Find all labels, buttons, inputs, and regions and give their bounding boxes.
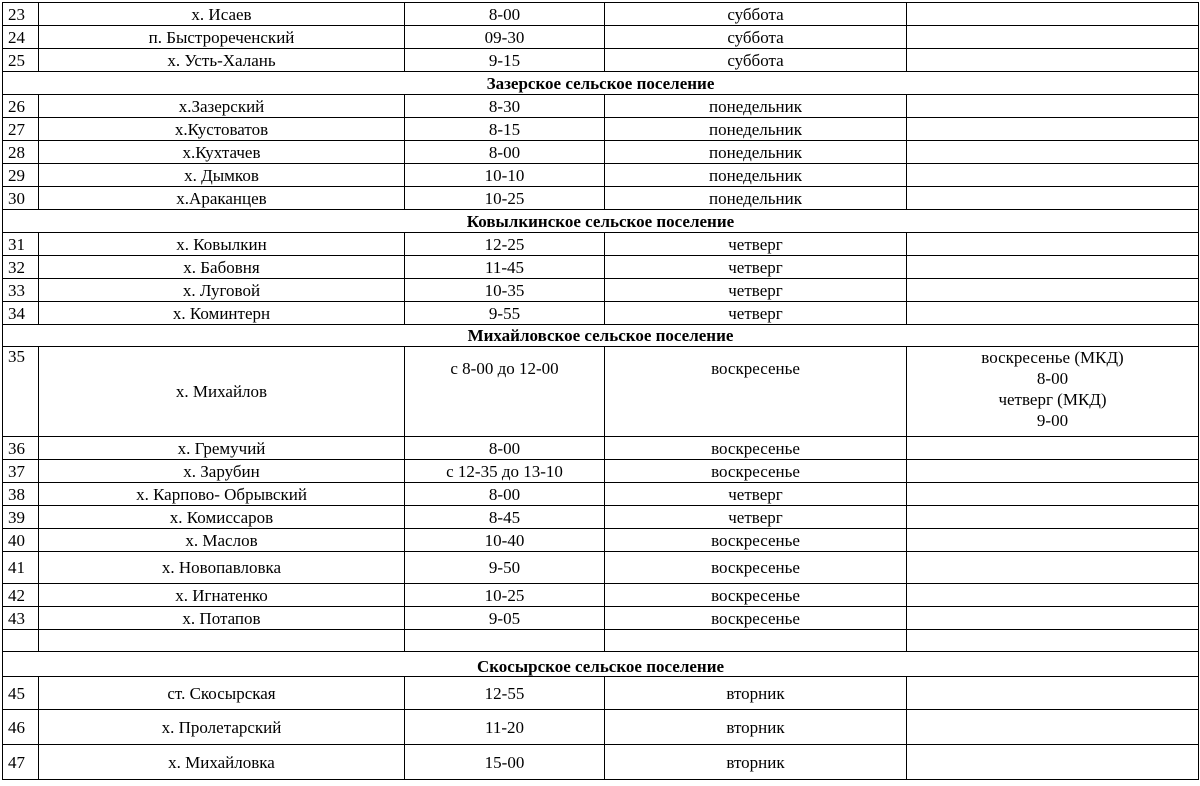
time-cell: 8-15	[405, 118, 605, 141]
settlement-name: х. Игнатенко	[39, 584, 405, 607]
time-cell: 11-45	[405, 256, 605, 279]
day-cell: воскресенье	[605, 347, 907, 437]
day-cell: четверг	[605, 233, 907, 256]
settlement-name: х.Кустоватов	[39, 118, 405, 141]
settlement-name: х. Луговой	[39, 279, 405, 302]
table-row	[3, 3, 1199, 26]
time-cell: 8-00	[405, 3, 605, 26]
time-cell: 8-00	[405, 141, 605, 164]
time-cell: 9-55	[405, 302, 605, 325]
time-cell: 8-45	[405, 506, 605, 529]
settlement-name: х. Пролетарский	[39, 710, 405, 745]
settlement-name: х. Новопавловка	[39, 552, 405, 584]
day-cell: четверг	[605, 506, 907, 529]
time-cell: 9-05	[405, 607, 605, 630]
settlement-name: х. Зарубин	[39, 460, 405, 483]
table-row	[3, 552, 1199, 584]
table-row	[3, 141, 1199, 164]
day-cell: понедельник	[605, 118, 907, 141]
day-cell: воскресенье	[605, 460, 907, 483]
time-cell: с 12-35 до 13-10	[405, 460, 605, 483]
day-cell: суббота	[605, 3, 907, 26]
note-cell	[907, 506, 1199, 529]
row-number: 37	[3, 460, 39, 483]
settlement-name: х. Ковылкин	[39, 233, 405, 256]
row-number: 27	[3, 118, 39, 141]
time-cell: 10-40	[405, 529, 605, 552]
note-line: 8-00	[1036, 369, 1069, 388]
table-row	[3, 49, 1199, 72]
note-cell	[907, 279, 1199, 302]
table-row	[3, 164, 1199, 187]
settlement-name: х. Коминтерн	[39, 302, 405, 325]
settlement-name: х. Карпово- Обрывский	[39, 483, 405, 506]
note-cell	[907, 302, 1199, 325]
table-row	[3, 187, 1199, 210]
table-row	[3, 584, 1199, 607]
settlement-name: х. Маслов	[39, 529, 405, 552]
note-cell	[907, 141, 1199, 164]
row-number: 29	[3, 164, 39, 187]
row-number: 32	[3, 256, 39, 279]
row-number: 47	[3, 745, 39, 780]
table-row	[3, 302, 1199, 325]
note-cell	[907, 187, 1199, 210]
note-line: воскресенье (МКД)	[981, 348, 1124, 367]
table-row	[3, 677, 1199, 710]
table-row	[3, 529, 1199, 552]
note-line: 9-00	[1036, 411, 1069, 430]
row-number: 38	[3, 483, 39, 506]
row-number: 23	[3, 3, 39, 26]
note-cell	[907, 26, 1199, 49]
row-number: 46	[3, 710, 39, 745]
table-row	[3, 710, 1199, 745]
note-cell	[907, 460, 1199, 483]
day-cell: четверг	[605, 256, 907, 279]
row-number: 45	[3, 677, 39, 710]
table-row	[3, 256, 1199, 279]
note-line: четверг (МКД)	[998, 390, 1107, 409]
settlement-name	[39, 630, 405, 652]
settlement-name: х. Михайлов	[39, 347, 405, 437]
time-cell: 10-10	[405, 164, 605, 187]
note-cell	[907, 607, 1199, 630]
day-cell	[605, 630, 907, 652]
day-cell: четверг	[605, 483, 907, 506]
note-cell	[907, 745, 1199, 780]
note-cell	[907, 584, 1199, 607]
day-cell: понедельник	[605, 187, 907, 210]
day-cell: суббота	[605, 26, 907, 49]
time-cell: 12-55	[405, 677, 605, 710]
day-cell: воскресенье	[605, 607, 907, 630]
row-number: 30	[3, 187, 39, 210]
day-cell: воскресенье	[605, 437, 907, 460]
note-cell	[907, 3, 1199, 26]
section-title: Ковылкинское сельское поселение	[3, 210, 1199, 233]
time-cell: 09-30	[405, 26, 605, 49]
note-cell	[907, 118, 1199, 141]
table-row	[3, 26, 1199, 49]
schedule-table	[2, 2, 1199, 780]
day-cell: воскресенье	[605, 529, 907, 552]
row-number	[3, 630, 39, 652]
note-cell	[907, 677, 1199, 710]
row-number: 42	[3, 584, 39, 607]
day-cell: четверг	[605, 279, 907, 302]
settlement-name: п. Быстрореченский	[39, 26, 405, 49]
settlement-name: х. Бабовня	[39, 256, 405, 279]
note-cell	[907, 630, 1199, 652]
row-number: 31	[3, 233, 39, 256]
section-title: Зазерское сельское поселение	[3, 72, 1199, 95]
day-cell: воскресенье	[605, 584, 907, 607]
section-header-row	[3, 210, 1199, 233]
note-cell	[907, 164, 1199, 187]
time-cell: 10-35	[405, 279, 605, 302]
time-cell: 9-50	[405, 552, 605, 584]
row-number: 24	[3, 26, 39, 49]
section-header-row	[3, 72, 1199, 95]
settlement-name: х. Михайловка	[39, 745, 405, 780]
note-cell	[907, 49, 1199, 72]
day-cell: понедельник	[605, 95, 907, 118]
table-row	[3, 460, 1199, 483]
table-row	[3, 506, 1199, 529]
note-cell	[907, 233, 1199, 256]
note-cell	[907, 95, 1199, 118]
note-cell	[907, 256, 1199, 279]
section-header-row	[3, 652, 1199, 677]
section-header-row	[3, 325, 1199, 347]
time-cell: 8-00	[405, 483, 605, 506]
section-title: Михайловское сельское поселение	[3, 325, 1199, 347]
table-row	[3, 118, 1199, 141]
settlement-name: ст. Скосырская	[39, 677, 405, 710]
settlement-name: х. Дымков	[39, 164, 405, 187]
note-cell	[907, 347, 1199, 437]
day-cell: четверг	[605, 302, 907, 325]
day-cell: вторник	[605, 710, 907, 745]
note-cell	[907, 437, 1199, 460]
settlement-name: х.Кухтачев	[39, 141, 405, 164]
table-row	[3, 745, 1199, 780]
settlement-name: х.Зазерский	[39, 95, 405, 118]
row-number: 40	[3, 529, 39, 552]
row-number: 28	[3, 141, 39, 164]
empty-row	[3, 630, 1199, 652]
row-number: 43	[3, 607, 39, 630]
row-number: 35	[3, 347, 39, 437]
row-number: 39	[3, 506, 39, 529]
time-cell: 9-15	[405, 49, 605, 72]
day-cell: понедельник	[605, 164, 907, 187]
settlement-name: х. Усть-Халань	[39, 49, 405, 72]
time-cell: 15-00	[405, 745, 605, 780]
day-cell: вторник	[605, 745, 907, 780]
settlement-name: х.Араканцев	[39, 187, 405, 210]
day-cell: вторник	[605, 677, 907, 710]
day-cell: воскресенье	[605, 552, 907, 584]
time-cell: 10-25	[405, 584, 605, 607]
time-cell: 8-30	[405, 95, 605, 118]
table-row	[3, 95, 1199, 118]
table-row	[3, 233, 1199, 256]
day-cell: понедельник	[605, 141, 907, 164]
settlement-name: х. Гремучий	[39, 437, 405, 460]
table-row	[3, 437, 1199, 460]
time-cell	[405, 630, 605, 652]
time-cell: 10-25	[405, 187, 605, 210]
time-cell: 11-20	[405, 710, 605, 745]
section-title: Скосырское сельское поселение	[3, 652, 1199, 677]
table-row	[3, 607, 1199, 630]
row-number: 34	[3, 302, 39, 325]
time-cell: 8-00	[405, 437, 605, 460]
settlement-name: х. Потапов	[39, 607, 405, 630]
note-cell	[907, 529, 1199, 552]
table-row	[3, 347, 1199, 437]
table-row	[3, 279, 1199, 302]
table-row	[3, 483, 1199, 506]
row-number: 25	[3, 49, 39, 72]
row-number: 41	[3, 552, 39, 584]
time-cell: 12-25	[405, 233, 605, 256]
settlement-name: х. Исаев	[39, 3, 405, 26]
note-cell	[907, 483, 1199, 506]
row-number: 33	[3, 279, 39, 302]
settlement-name: х. Комиссаров	[39, 506, 405, 529]
note-cell	[907, 710, 1199, 745]
row-number: 26	[3, 95, 39, 118]
row-number: 36	[3, 437, 39, 460]
note-cell	[907, 552, 1199, 584]
time-cell: с 8-00 до 12-00	[405, 347, 605, 437]
day-cell: суббота	[605, 49, 907, 72]
